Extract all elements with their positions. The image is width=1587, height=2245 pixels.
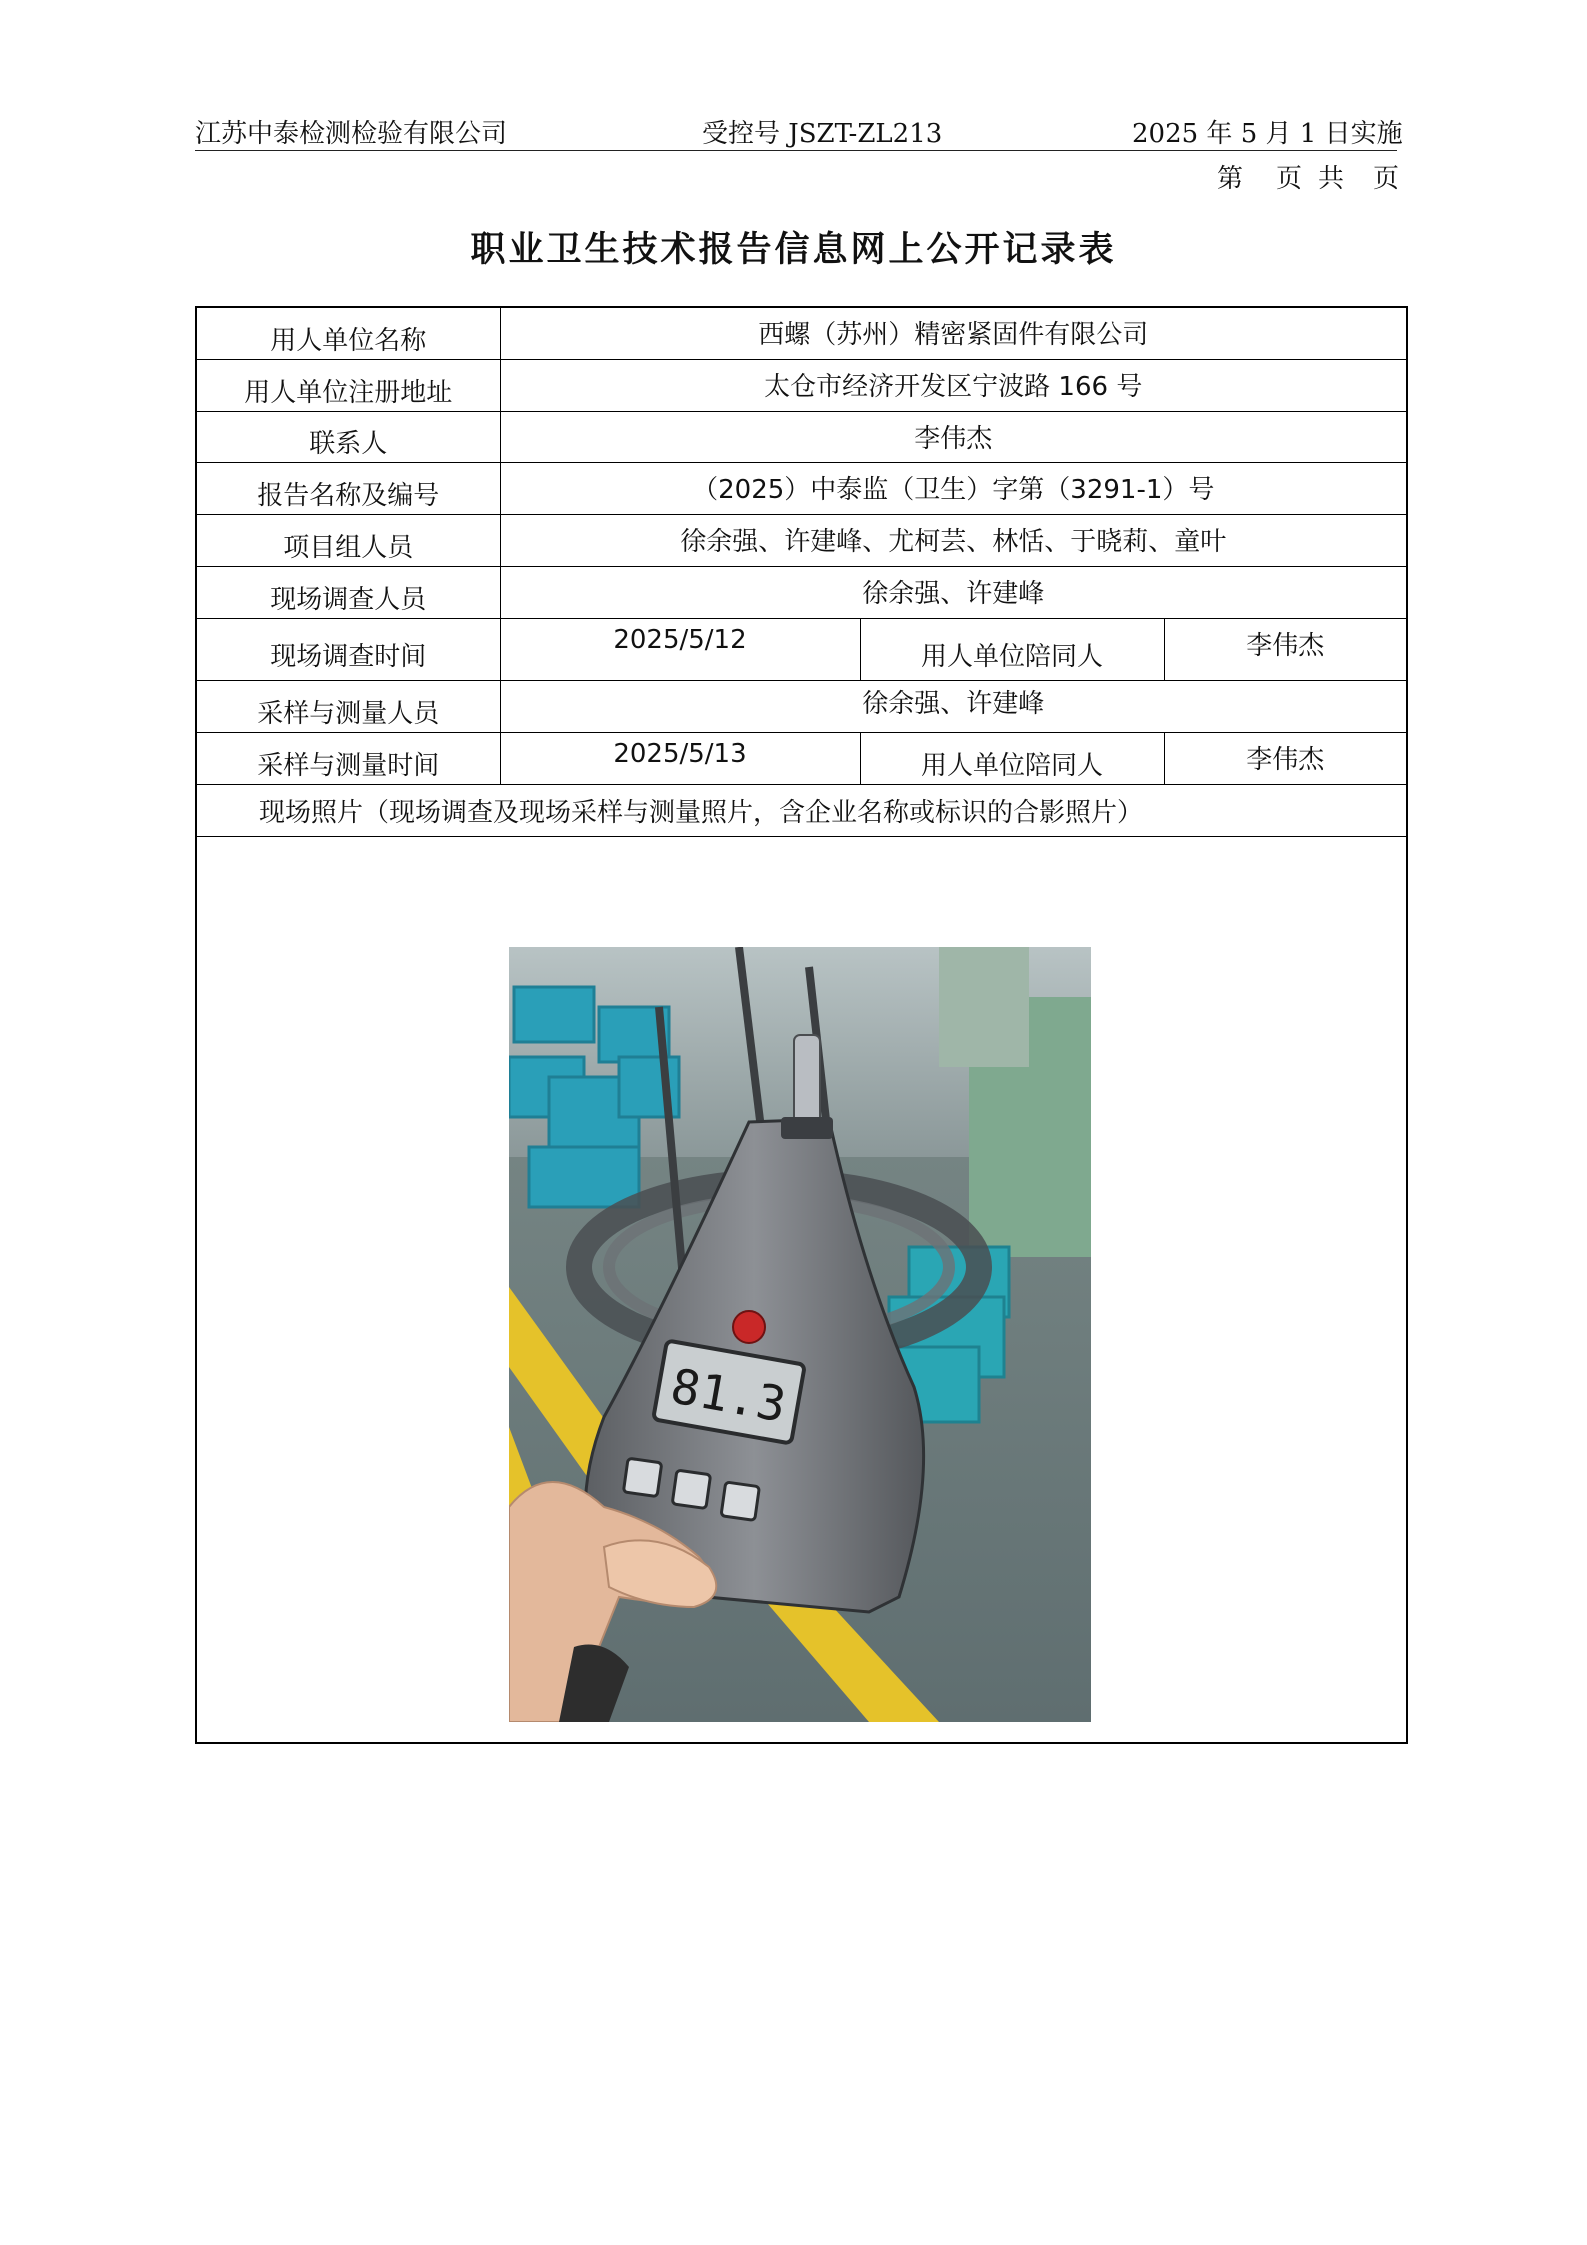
photo-title: 现场照片（现场调查及现场采样与测量照片，含企业名称或标识的合影照片） (196, 784, 1407, 836)
page-word-di: 第 (1217, 164, 1244, 194)
header-rule (195, 150, 1397, 151)
site-photo (509, 947, 1091, 1722)
sampling-time-label: 采样与测量时间 (196, 732, 500, 784)
report-value: （2025）中泰监（卫生）字第（3291-1）号 (500, 462, 1407, 514)
team-value: 徐余强、许建峰、尤柯芸、林恬、于晓莉、童叶 (500, 514, 1407, 566)
report-label: 报告名称及编号 (196, 462, 500, 514)
sampling-escort-label: 用人单位陪同人 (860, 732, 1164, 784)
survey-time-value: 2025/5/12 (500, 618, 860, 680)
page-word-ye: 页 (1276, 164, 1303, 194)
sampling-escort-value: 李伟杰 (1164, 732, 1407, 784)
row-sampling-staff (196, 680, 1407, 732)
row-survey-time (196, 618, 1407, 680)
survey-staff-label: 现场调查人员 (196, 566, 500, 618)
row-report (196, 462, 1407, 514)
page-word-gong: 共 (1318, 164, 1345, 194)
survey-staff-value: 徐余强、许建峰 (500, 566, 1407, 618)
header-company: 江苏中泰检测检验有限公司 (195, 119, 508, 149)
address-value: 太仓市经济开发区宁波路 166 号 (500, 359, 1407, 411)
row-survey-staff (196, 566, 1407, 618)
row-sampling-time (196, 732, 1407, 784)
site-photo-illustration (509, 947, 1091, 1722)
header-effective-date: 2025 年 5 月 1 日实施 (1132, 119, 1403, 149)
employer-name-value: 西螺（苏州）精密紧固件有限公司 (500, 307, 1407, 359)
survey-escort-value: 李伟杰 (1164, 618, 1407, 680)
header-control-number: 受控号 JSZT-ZL213 (702, 119, 943, 149)
row-employer-name (196, 307, 1407, 359)
employer-name-label: 用人单位名称 (196, 307, 500, 359)
photo-cell (196, 836, 1407, 1743)
contact-label: 联系人 (196, 411, 500, 462)
survey-escort-label: 用人单位陪同人 (860, 618, 1164, 680)
row-address (196, 359, 1407, 411)
page-word-ye-total: 页 (1373, 164, 1400, 194)
row-team (196, 514, 1407, 566)
sampling-staff-value: 徐余强、许建峰 (500, 680, 1407, 732)
team-label: 项目组人员 (196, 514, 500, 566)
meter-key-icon (721, 1482, 759, 1520)
contact-value: 李伟杰 (500, 411, 1407, 462)
row-contact (196, 411, 1407, 462)
row-photo-title (196, 784, 1407, 836)
record-form (195, 306, 1408, 1744)
sampling-time-value: 2025/5/13 (500, 732, 860, 784)
survey-time-label: 现场调查时间 (196, 618, 500, 680)
row-photo (196, 836, 1407, 1743)
address-label: 用人单位注册地址 (196, 359, 500, 411)
meter-reading: 81.3 (666, 1357, 791, 1434)
meter-key-icon (623, 1458, 661, 1496)
sampling-staff-label: 采样与测量人员 (196, 680, 500, 732)
document-title: 职业卫生技术报告信息网上公开记录表 (470, 230, 1117, 270)
meter-key-icon (672, 1470, 710, 1508)
